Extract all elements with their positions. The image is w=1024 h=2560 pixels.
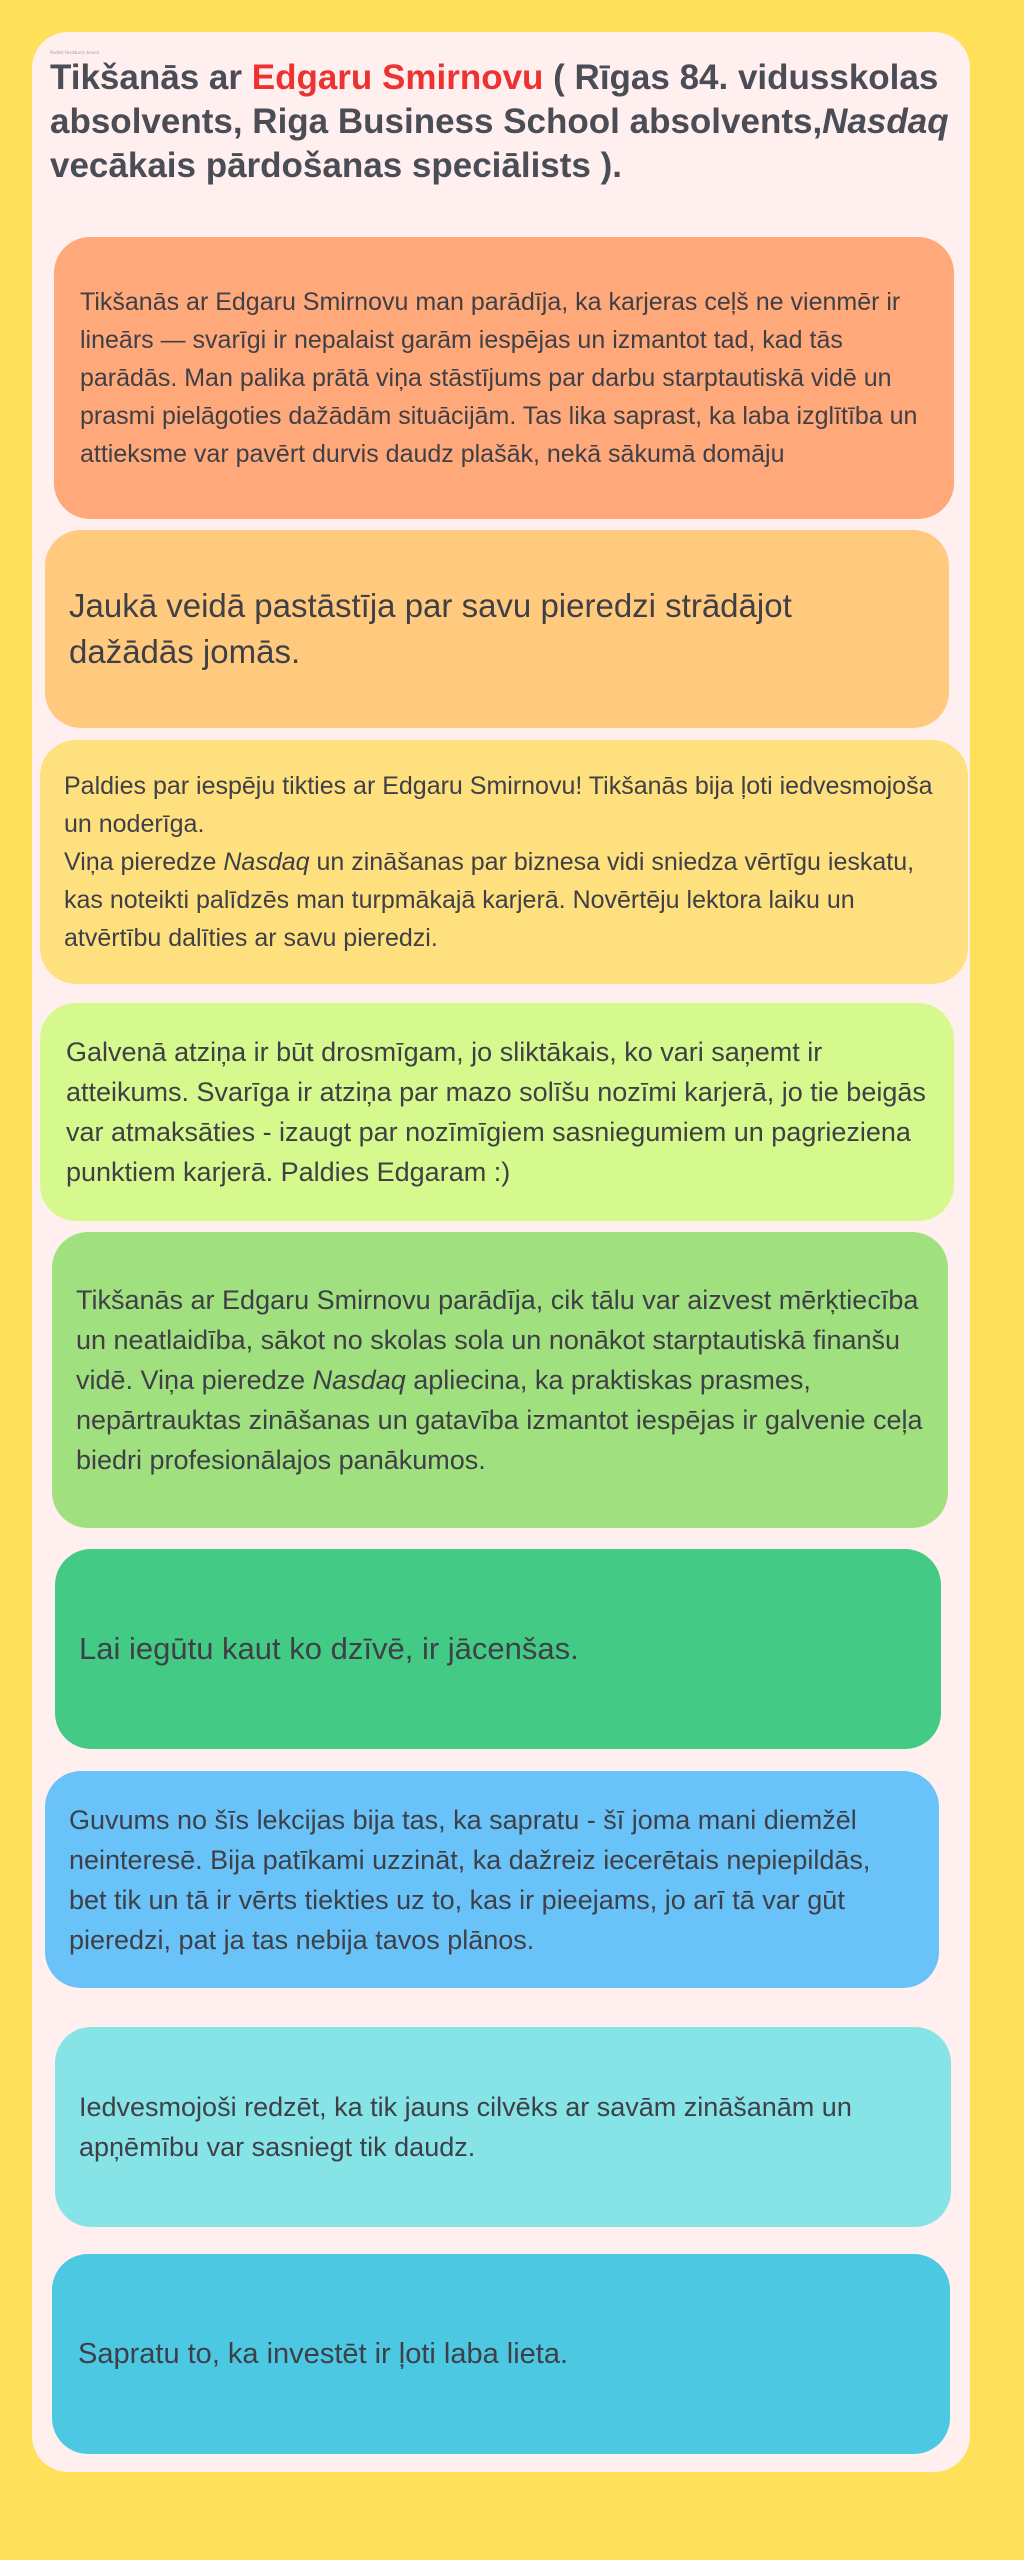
post-card-7[interactable]	[45, 1771, 939, 1988]
post-text-italic: Nasdaq	[312, 1365, 406, 1395]
post-line-1: Paldies par iespēju tikties ar Edgaru Smirnovu! Tikšanās bija ļoti iedvesmojoša un noderīga.	[64, 772, 933, 838]
post-text: Tikšanās ar Edgaru Smirnovu man parādīja, ka karjeras ceļš ne vienmēr ir lineārs — svarīgi ir nepalaist garām iespējas un izmantot tad, kad tās parādās. Man palika prātā viņa stāstījums par darbu starptautiskā vidē un prasmi pielāgoties dažādām situācijām. Tas lika saprast, ka laba izglītība un attieksme var pavērt durvis daudz plašāk, nekā sākumā domāju	[80, 288, 918, 468]
post-card-4[interactable]	[40, 1003, 954, 1221]
post-text-suffix: apliecina, ka praktiskas prasmes, nepārtrauktas zināšanas un gatavība izmantot iespējas ir galvenie ceļa biedri profesionālajos panākumos.	[76, 1365, 923, 1475]
post-text: Lai iegūtu kaut ko dzīvē, ir jācenšas.	[79, 1631, 579, 1666]
post-text: Jaukā veidā pastāstīja par savu pieredzi strādājot dažādās jomās.	[69, 587, 792, 670]
post-text: Guvums no šīs lekcijas bija tas, ka sapratu - šī joma mani diemžēl neinteresē. Bija patīkami uzzināt, ka dažreiz iecerētais nepiepildās, bet tik un tā ir vērts tiekties uz to, kas ir pieejams, jo arī tā var gūt pieredzi, pat ja tas nebija tavos plānos.	[69, 1804, 871, 1955]
post-card-8[interactable]	[55, 2027, 951, 2227]
post-card-1[interactable]	[54, 237, 954, 519]
board-subtitle: Padlet feedback board	[50, 50, 100, 55]
title-name: Edgaru Smirnovu	[251, 58, 544, 97]
post-card-2[interactable]	[45, 530, 949, 728]
post-text-prefix: Tikšanās ar Edgaru Smirnovu parādīja, cik tālu var aizvest mērķtiecība un neatlaidība, sākot no skolas sola un nonākot starptautiskā finanšu vidē. Viņa pieredze	[76, 1285, 919, 1395]
post-text: Sapratu to, ka investēt ir ļoti laba lieta.	[78, 2338, 569, 2370]
title-suffix: vecākais pārdošanas speciālists ).	[50, 146, 622, 185]
post-card-6[interactable]	[55, 1549, 941, 1749]
post-line-2-suffix: un zināšanas par biznesa vidi sniedza vērtīgu ieskatu, kas noteikti palīdzēs man turpmākajā karjerā. Novērtēju lektora laiku un atvērtību dalīties ar savu pieredzi.	[64, 848, 915, 952]
post-card-5[interactable]	[52, 1232, 948, 1528]
title-italic: Nasdaq	[822, 102, 949, 141]
post-text	[64, 767, 944, 957]
post-text: Iedvesmojoši redzēt, ka tik jauns cilvēks ar savām zināšanām un apņēmību var sasniegt tik daudz.	[79, 2092, 852, 2162]
page-title	[50, 56, 970, 188]
post-text	[76, 1280, 924, 1480]
title-mid: ( Rīgas 84. vidusskolas absolvents, Riga Business School absolvents,	[50, 58, 939, 141]
title-prefix: Tikšanās ar	[50, 58, 252, 97]
post-line-2-italic: Nasdaq	[223, 848, 310, 876]
post-card-3[interactable]	[40, 740, 968, 984]
post-text: Galvenā atziņa ir būt drosmīgam, jo sliktākais, ko vari saņemt ir atteikums. Svarīga ir atziņa par mazo solīšu nozīmi karjerā, jo tie beigās var atmaksāties - izaugt par nozīmīgiem sasniegumiem un pagrieziena punktiem karjerā. Paldies Edgaram :)	[66, 1037, 926, 1187]
post-card-9[interactable]	[52, 2254, 950, 2454]
post-line-2-prefix: Viņa pieredze	[64, 848, 224, 876]
